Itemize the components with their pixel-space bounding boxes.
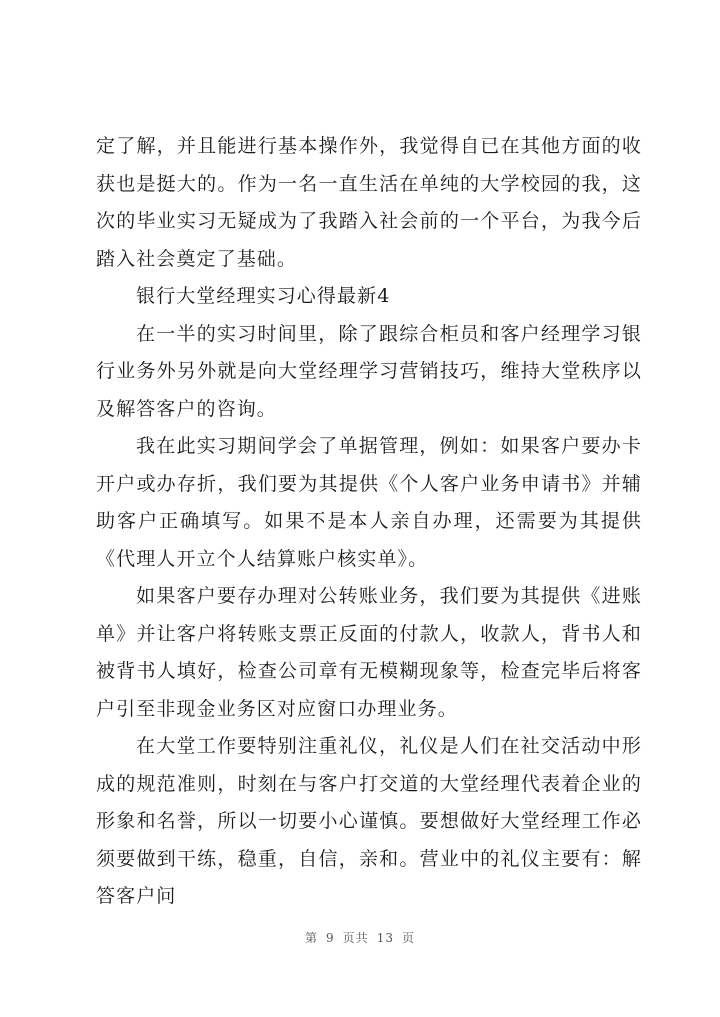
page-footer (0, 929, 720, 946)
section-heading: 银行大堂经理实习心得最新4 (136, 285, 391, 307)
footer-suffix: 页 (401, 931, 415, 945)
paragraph-continuation: 定了解，并且能进行基本操作外，我觉得自已在其他方面的收获也是挺大的。作为一名一直生活在单纯的大学校园的我，这次的毕业实习无疑成为了我踏入社会前的一个平台，为我今后踏入社会奠定了基础。 (96, 135, 642, 270)
footer-prefix: 第 (305, 931, 319, 945)
paragraph-1: 在一半的实习时间里，除了跟综合柜员和客户经理学习银行业务外另外就是向大堂经理学习营销技巧，维持大堂秩序以及解答客户的咨询。 (96, 322, 642, 420)
paragraph-3: 如果客户要存办理对公转账业务，我们要为其提供《进账单》并让客户将转账支票正反面的付款人，收款人，背书人和被背书人填好，检查公司章有无模糊现象等，检查完毕后将客户引至非现金业务区对应窗口办理业务。 (96, 585, 642, 720)
document-body (96, 128, 642, 916)
paragraph-2: 我在此实习期间学会了单据管理，例如：如果客户要办卡开户或办存折，我们要为其提供《个人客户业务申请书》并辅助客户正确填写。如果不是本人亲自办理，还需要为其提供《代理人开立个人结算账户核实单》。 (96, 435, 642, 570)
footer-middle: 页共 (342, 931, 369, 945)
footer-total-pages: 13 (376, 931, 394, 945)
paragraph-4: 在大堂工作要特别注重礼仪，礼仪是人们在社交活动中形成的规范准则，时刻在与客户打交道的大堂经理代表着企业的形象和名誉，所以一切要小心谨慎。要想做好大堂经理工作必须要做到干练，稳重，自信，亲和。营业中的礼仪主要有：解答客户问 (96, 735, 642, 907)
footer-current-page: 9 (326, 931, 335, 945)
